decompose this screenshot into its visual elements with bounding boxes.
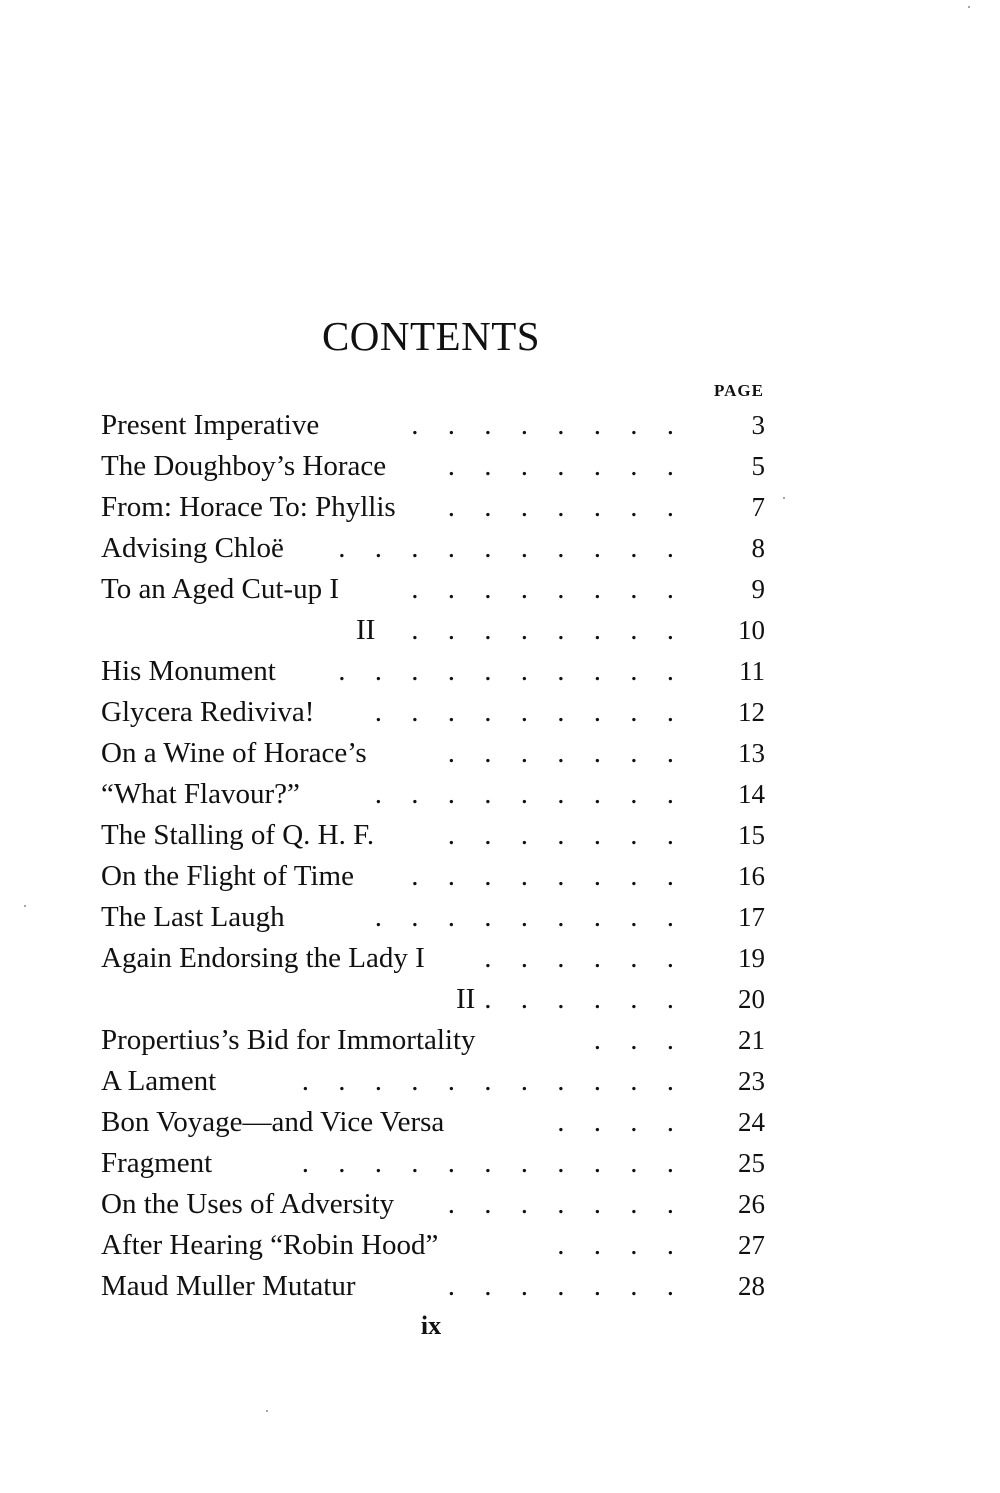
page-column-header: PAGE bbox=[714, 381, 764, 400]
toc-entry bbox=[101, 897, 765, 938]
scan-speck bbox=[24, 905, 26, 907]
dot-leader: . . . . . . . . . bbox=[374, 901, 685, 933]
dot-leader: . . . . . . . . . bbox=[374, 778, 685, 810]
dot-leader: . . . . . . . bbox=[447, 1188, 685, 1220]
toc-entry-title: Propertius’s Bid for Immortality bbox=[101, 1020, 478, 1061]
toc-entry-title: On a Wine of Horace’s bbox=[101, 733, 369, 774]
toc-entry-title: Bon Voyage—and Vice Versa bbox=[101, 1102, 446, 1143]
toc-entry bbox=[101, 856, 765, 897]
toc-entry bbox=[101, 405, 765, 446]
folio-page-number: ix bbox=[420, 1311, 442, 1340]
toc-page-number: 3 bbox=[751, 410, 765, 440]
toc-entry-title: To an Aged Cut-up I bbox=[101, 569, 341, 610]
toc-entry-title: Maud Muller Mutatur bbox=[101, 1266, 358, 1307]
toc-entry bbox=[101, 1225, 765, 1266]
scan-speck bbox=[266, 1410, 268, 1412]
toc-entry-title: From: Horace To: Phyllis bbox=[101, 487, 398, 528]
toc-page-number: 17 bbox=[738, 902, 765, 932]
toc-entry bbox=[101, 815, 765, 856]
toc-page-number: 23 bbox=[738, 1066, 765, 1096]
toc-page-number: 8 bbox=[751, 533, 765, 563]
dot-leader: . . . . . . . . bbox=[411, 860, 685, 892]
toc-page-number: 5 bbox=[751, 451, 765, 481]
toc-entry bbox=[101, 1020, 765, 1061]
page-title: CONTENTS bbox=[321, 313, 541, 359]
toc-entry-title: Advising Chloë bbox=[101, 528, 286, 569]
toc-page-number: 11 bbox=[739, 656, 765, 686]
toc-entry bbox=[101, 733, 765, 774]
toc-entry bbox=[101, 938, 765, 979]
toc-page-number: 10 bbox=[738, 615, 765, 645]
dot-leader: . . . . . . . bbox=[447, 819, 685, 851]
toc-entry bbox=[101, 1061, 765, 1102]
dot-leader: . . . . bbox=[557, 1106, 685, 1138]
toc-entry bbox=[101, 692, 765, 733]
toc-entry-title: Again Endorsing the Lady I bbox=[101, 938, 427, 979]
toc-page-number: 24 bbox=[738, 1107, 765, 1137]
toc-entry bbox=[101, 1184, 765, 1225]
toc-page-number: 14 bbox=[738, 779, 765, 809]
dot-leader: . . . . . . bbox=[484, 983, 685, 1015]
dot-leader: . . . . . . . . . . bbox=[338, 655, 685, 687]
dot-leader: . . . . . . bbox=[484, 942, 685, 974]
contents-list bbox=[101, 405, 765, 1307]
dot-leader: . . . . . . . . bbox=[411, 614, 685, 646]
toc-entry-title: II bbox=[356, 610, 377, 651]
toc-entry bbox=[101, 487, 765, 528]
dot-leader: . . . . . . . bbox=[447, 737, 685, 769]
toc-entry bbox=[101, 446, 765, 487]
toc-page-number: 12 bbox=[738, 697, 765, 727]
toc-page-number: 7 bbox=[751, 492, 765, 522]
toc-page-number: 27 bbox=[738, 1230, 765, 1260]
toc-entry-title: II bbox=[456, 979, 477, 1020]
toc-page-number: 13 bbox=[738, 738, 765, 768]
toc-page-number: 9 bbox=[751, 574, 765, 604]
toc-entry bbox=[101, 610, 765, 651]
toc-page-number: 25 bbox=[738, 1148, 765, 1178]
toc-page-number: 16 bbox=[738, 861, 765, 891]
toc-page-number: 26 bbox=[738, 1189, 765, 1219]
toc-entry bbox=[101, 1143, 765, 1184]
toc-entry-title: “What Flavour?” bbox=[101, 774, 302, 815]
toc-entry-title: On the Uses of Adversity bbox=[101, 1184, 396, 1225]
dot-leader: . . . . . . . . bbox=[411, 573, 685, 605]
toc-entry bbox=[101, 1102, 765, 1143]
toc-entry-title: Glycera Rediviva! bbox=[101, 692, 316, 733]
toc-page-number: 19 bbox=[738, 943, 765, 973]
dot-leader: . . . . . . . . bbox=[411, 409, 685, 441]
toc-page-number: 15 bbox=[738, 820, 765, 850]
toc-entry-title: After Hearing “Robin Hood” bbox=[101, 1225, 440, 1266]
dot-leader: . . . bbox=[593, 1024, 685, 1056]
dot-leader: . . . . . . . bbox=[447, 1270, 685, 1302]
toc-entry bbox=[101, 569, 765, 610]
toc-entry-title: His Monument bbox=[101, 651, 278, 692]
toc-entry bbox=[101, 651, 765, 692]
dot-leader: . . . . . . . bbox=[447, 491, 685, 523]
toc-entry bbox=[101, 1266, 765, 1307]
dot-leader: . . . . . . . bbox=[447, 450, 685, 482]
toc-entry bbox=[101, 979, 765, 1020]
toc-entry-title: The Stalling of Q. H. F. bbox=[101, 815, 376, 856]
dot-leader: . . . . . . . . . bbox=[374, 696, 685, 728]
scan-speck bbox=[968, 6, 970, 8]
dot-leader: . . . . . . . . . . . bbox=[301, 1147, 685, 1179]
toc-entry-title: On the Flight of Time bbox=[101, 856, 356, 897]
toc-page-number: 20 bbox=[738, 984, 765, 1014]
toc-entry-title: The Last Laugh bbox=[101, 897, 287, 938]
scan-speck bbox=[783, 497, 785, 499]
dot-leader: . . . . . . . . . . . bbox=[301, 1065, 685, 1097]
dot-leader: . . . . . . . . . . bbox=[338, 532, 685, 564]
toc-page-number: 28 bbox=[738, 1271, 765, 1301]
toc-entry bbox=[101, 774, 765, 815]
toc-page-number: 21 bbox=[738, 1025, 765, 1055]
toc-entry bbox=[101, 528, 765, 569]
toc-entry-title: A Lament bbox=[101, 1061, 218, 1102]
toc-entry-title: Fragment bbox=[101, 1143, 214, 1184]
dot-leader: . . . . bbox=[557, 1229, 685, 1261]
toc-entry-title: The Doughboy’s Horace bbox=[101, 446, 388, 487]
toc-entry-title: Present Imperative bbox=[101, 405, 321, 446]
